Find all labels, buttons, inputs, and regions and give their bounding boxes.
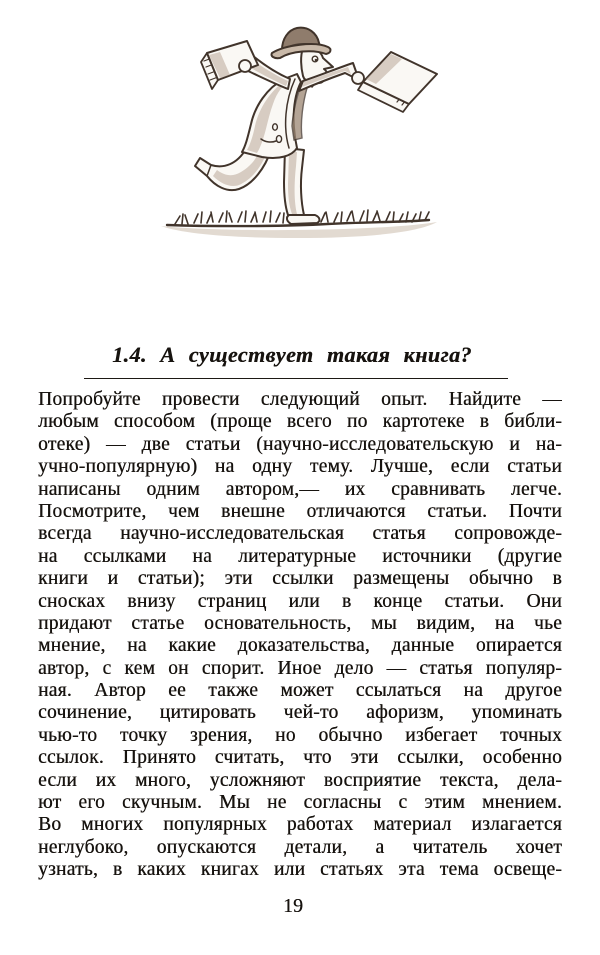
left-hand (239, 60, 251, 72)
text-line: отеке) — две статьи (научно-исследовательскую и на- (38, 433, 562, 455)
text-line: ют его скучным. Мы не согласны с этим мнением. (38, 792, 562, 814)
text-line: если их много, усложняют восприятие текста, дела- (38, 769, 562, 791)
text-line: всегда научно-исследовательская статья сопровожде- (38, 523, 562, 545)
body-text (38, 389, 562, 882)
text-line: мнение, на какие доказательства, данные опирается (38, 635, 562, 657)
text-line: книги и статьи); эти ссылки размещены обычно в (38, 568, 562, 590)
text-line: автор, с кем он спорит. Иное дело — статья популяр- (38, 657, 562, 679)
text-line: ссылок. Принято считать, что эти ссылки, особенно (38, 747, 562, 769)
right-book (358, 52, 437, 112)
section-heading: 1.4. А существует такая книга? (112, 342, 472, 367)
heading-underline (84, 378, 508, 379)
text-line: Попробуйте провести следующий опыт. Найдите — (38, 389, 562, 410)
text-line: любым способом (проще всего по картотеке в библи- (38, 411, 562, 433)
text-line: Посмотрите, чем внешне отличаются статьи. Почти (38, 500, 562, 522)
running-man-illustration (145, 16, 457, 248)
right-hand (352, 72, 364, 84)
text-line: учно-популярную) на одну тему. Лучше, если статьи (38, 456, 562, 478)
page-number: 19 (283, 895, 303, 917)
jacket-button (276, 136, 281, 143)
eye-pupil (315, 59, 318, 62)
text-line: Во многих популярных работах материал излагается (38, 814, 562, 836)
text-line: на ссылками на литературные источники (другие (38, 545, 562, 567)
jacket-button (273, 124, 278, 130)
text-line: ная. Автор ее также может ссылаться на другое (38, 680, 562, 702)
text-line: придают статье основательность, мы видим, на чье (38, 612, 562, 634)
text-line: чью-то точку зрения, но обычно избегает точных (38, 724, 562, 746)
text-line: сносках внизу страниц или в конце статьи. Они (38, 590, 562, 612)
text-line: написаны одним автором,— их сравнивать легче. (38, 478, 562, 500)
front-shoe (287, 215, 320, 224)
text-line: узнать, в каких книгах или статьях эта тема освеще- (38, 859, 562, 881)
text-line: сочинение, цитировать чей-то афоризм, упоминать (38, 702, 562, 724)
text-line: неглубоко, опускаются детали, а читатель хочет (38, 836, 562, 858)
